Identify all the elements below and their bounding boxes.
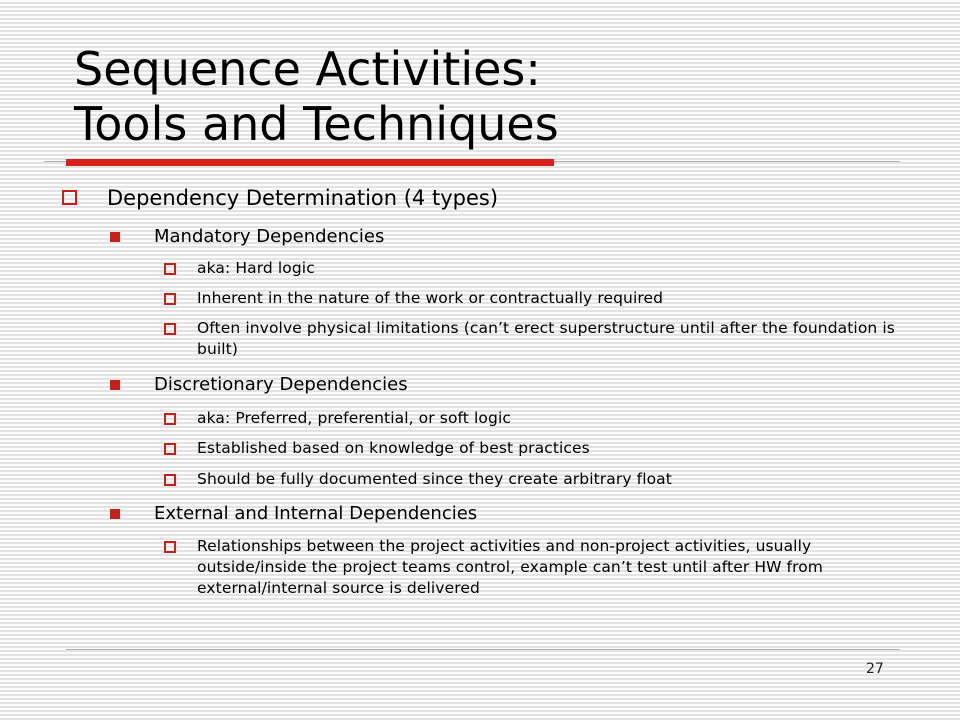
hollow-square-bullet-icon — [62, 190, 77, 205]
slide-title — [74, 42, 559, 152]
group-external-internal-dependencies: External and Internal Dependencies — [154, 503, 477, 525]
list-item: Inherent in the nature of the work or contractually required — [197, 288, 903, 309]
list-item: Should be fully documented since they create arbitrary float — [197, 469, 903, 490]
filled-square-bullet-icon — [110, 380, 120, 390]
hollow-square-bullet-icon — [164, 293, 176, 305]
filled-square-bullet-icon — [110, 509, 120, 519]
title-accent-bar — [66, 159, 554, 166]
hollow-square-bullet-icon — [164, 443, 176, 455]
hollow-square-bullet-icon — [164, 413, 176, 425]
filled-square-bullet-icon — [110, 232, 120, 242]
hollow-square-bullet-icon — [164, 474, 176, 486]
group-discretionary-dependencies: Discretionary Dependencies — [154, 374, 408, 396]
hollow-square-bullet-icon — [164, 541, 176, 553]
group-mandatory-dependencies: Mandatory Dependencies — [154, 226, 384, 248]
list-item: Often involve physical limitations (can’t erect superstructure until after the foundation is built) — [197, 318, 903, 360]
list-item: Established based on knowledge of best practices — [197, 438, 903, 459]
list-item: aka: Hard logic — [197, 258, 903, 279]
footer-divider — [66, 649, 900, 650]
heading-dependency-determination: Dependency Determination (4 types) — [107, 185, 498, 211]
hollow-square-bullet-icon — [164, 263, 176, 275]
slide-title-line-2: Tools and Techniques — [74, 97, 559, 151]
slide-title-line-1: Sequence Activities: — [74, 42, 541, 96]
page-number: 27 — [866, 661, 884, 677]
hollow-square-bullet-icon — [164, 323, 176, 335]
list-item: aka: Preferred, preferential, or soft logic — [197, 408, 903, 429]
list-item: Relationships between the project activities and non-project activities, usually outside/inside the project teams control, example can’t test until after HW from external/internal source is delivered — [197, 536, 903, 599]
